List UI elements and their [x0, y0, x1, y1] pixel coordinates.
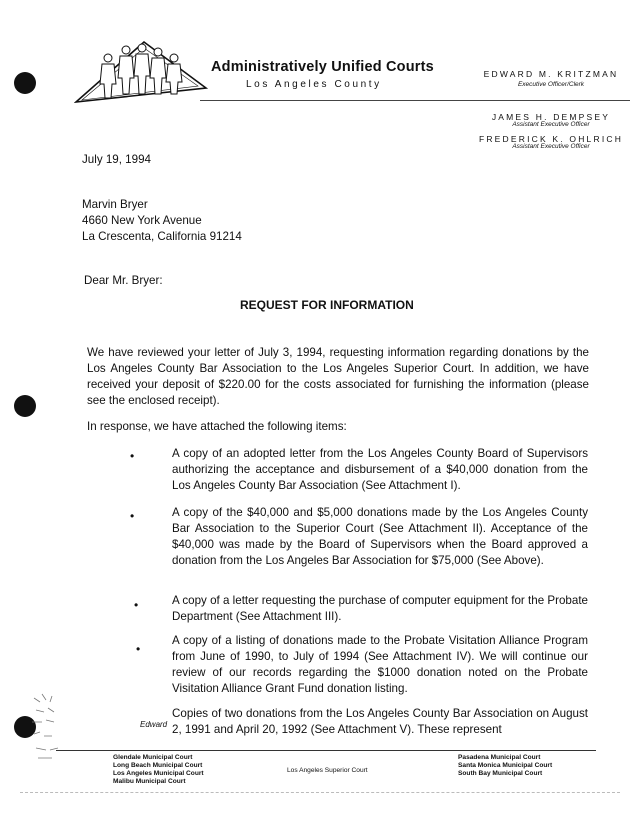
- recipient-line: La Crescenta, California 91214: [82, 230, 242, 243]
- org-name: Administratively Unified Courts: [211, 59, 434, 75]
- margin-note: Edward: [140, 720, 168, 729]
- courts-logo-icon: [74, 36, 210, 108]
- officer-title: Executive Officer/Clerk: [517, 81, 585, 88]
- recipient-line: Marvin Bryer: [82, 198, 148, 211]
- recipient-line: 4660 New York Avenue: [82, 214, 202, 227]
- bullet-marker: •: [130, 509, 135, 523]
- footer-court: Pasadena Municipal Court: [458, 754, 541, 761]
- recipient-address: [82, 197, 242, 245]
- officer-title: Assistant Executive Officer: [512, 121, 590, 128]
- officer-title: Assistant Executive Officer: [512, 143, 590, 150]
- list-item: A copy of an adopted letter from the Los Angeles County Board of Supervisors authorizing the acceptance and disbursement of a $40,000 donation from the Los Angeles County Bar Association (See Attachment I).: [172, 447, 588, 492]
- bullet-marker: •: [136, 642, 141, 656]
- officer-name: FREDERICK K. OHLRICH: [478, 134, 624, 144]
- seal-icon: [28, 690, 72, 764]
- bullet-marker: •: [130, 449, 135, 463]
- footer-court: Santa Monica Municipal Court: [458, 762, 553, 769]
- footer-rule: [56, 750, 596, 751]
- page-bottom-rule: [20, 792, 620, 794]
- punch-hole-middle: [14, 395, 36, 417]
- list-item: A copy of the $40,000 and $5,000 donations made by the Los Angeles County Bar Association to the Superior Court (See Attachment II). Acceptance of the $40,000 was made by the Board of Supervisors when the Board approved a donation from the Los Angeles Bar Association for $75,000 (See Above).: [172, 506, 588, 567]
- list-item: A copy of a listing of donations made to the Probate Visitation Alliance Program from June of 1990, to July of 1994 (See Attachment IV). We will continue our review of our records regarding the $1000 donation noted on the Probate Visitation Alliance Grant Fund donation listing.: [172, 634, 588, 695]
- letterhead-rule: [200, 100, 630, 101]
- paragraph-response: In response, we have attached the following items:: [87, 420, 347, 433]
- footer-court: Los Angeles Municipal Court: [113, 770, 204, 777]
- punch-hole-top: [14, 72, 36, 94]
- org-subtitle: Los Angeles County: [246, 79, 382, 90]
- salutation: Dear Mr. Bryer:: [84, 274, 163, 287]
- officer-name: JAMES H. DEMPSEY: [491, 112, 611, 122]
- bullet-marker: •: [134, 598, 139, 612]
- footer-court: South Bay Municipal Court: [458, 770, 543, 777]
- footer-court: Glendale Municipal Court: [113, 754, 193, 761]
- officer-name: EDWARD M. KRITZMAN: [483, 69, 619, 79]
- footer-courts-left: [113, 754, 204, 786]
- list-item: A copy of a letter requesting the purchase of computer equipment for the Probate Department (See Attachment III).: [172, 594, 588, 623]
- list-item: Copies of two donations from the Los Angeles County Bar Association on August 2, 1991 and April 20, 1992 (See Attachment V). These represent: [172, 707, 588, 736]
- subject-heading: REQUEST FOR INFORMATION: [240, 298, 414, 312]
- paragraph-intro: We have reviewed your letter of July 3, 1994, requesting information regarding donations by the Los Angeles County Bar Association to the Los Angeles Superior Court. In addition, we have received your deposit of $220.00 for the costs associated for furnishing the information (please see the enclosed receipt).: [87, 346, 589, 407]
- letter-date: July 19, 1994: [82, 153, 151, 166]
- footer-court-center: Los Angeles Superior Court: [287, 767, 368, 774]
- footer-court: Long Beach Municipal Court: [113, 762, 203, 769]
- footer-court: Malibu Municipal Court: [113, 778, 186, 785]
- footer-courts-right: [458, 754, 552, 778]
